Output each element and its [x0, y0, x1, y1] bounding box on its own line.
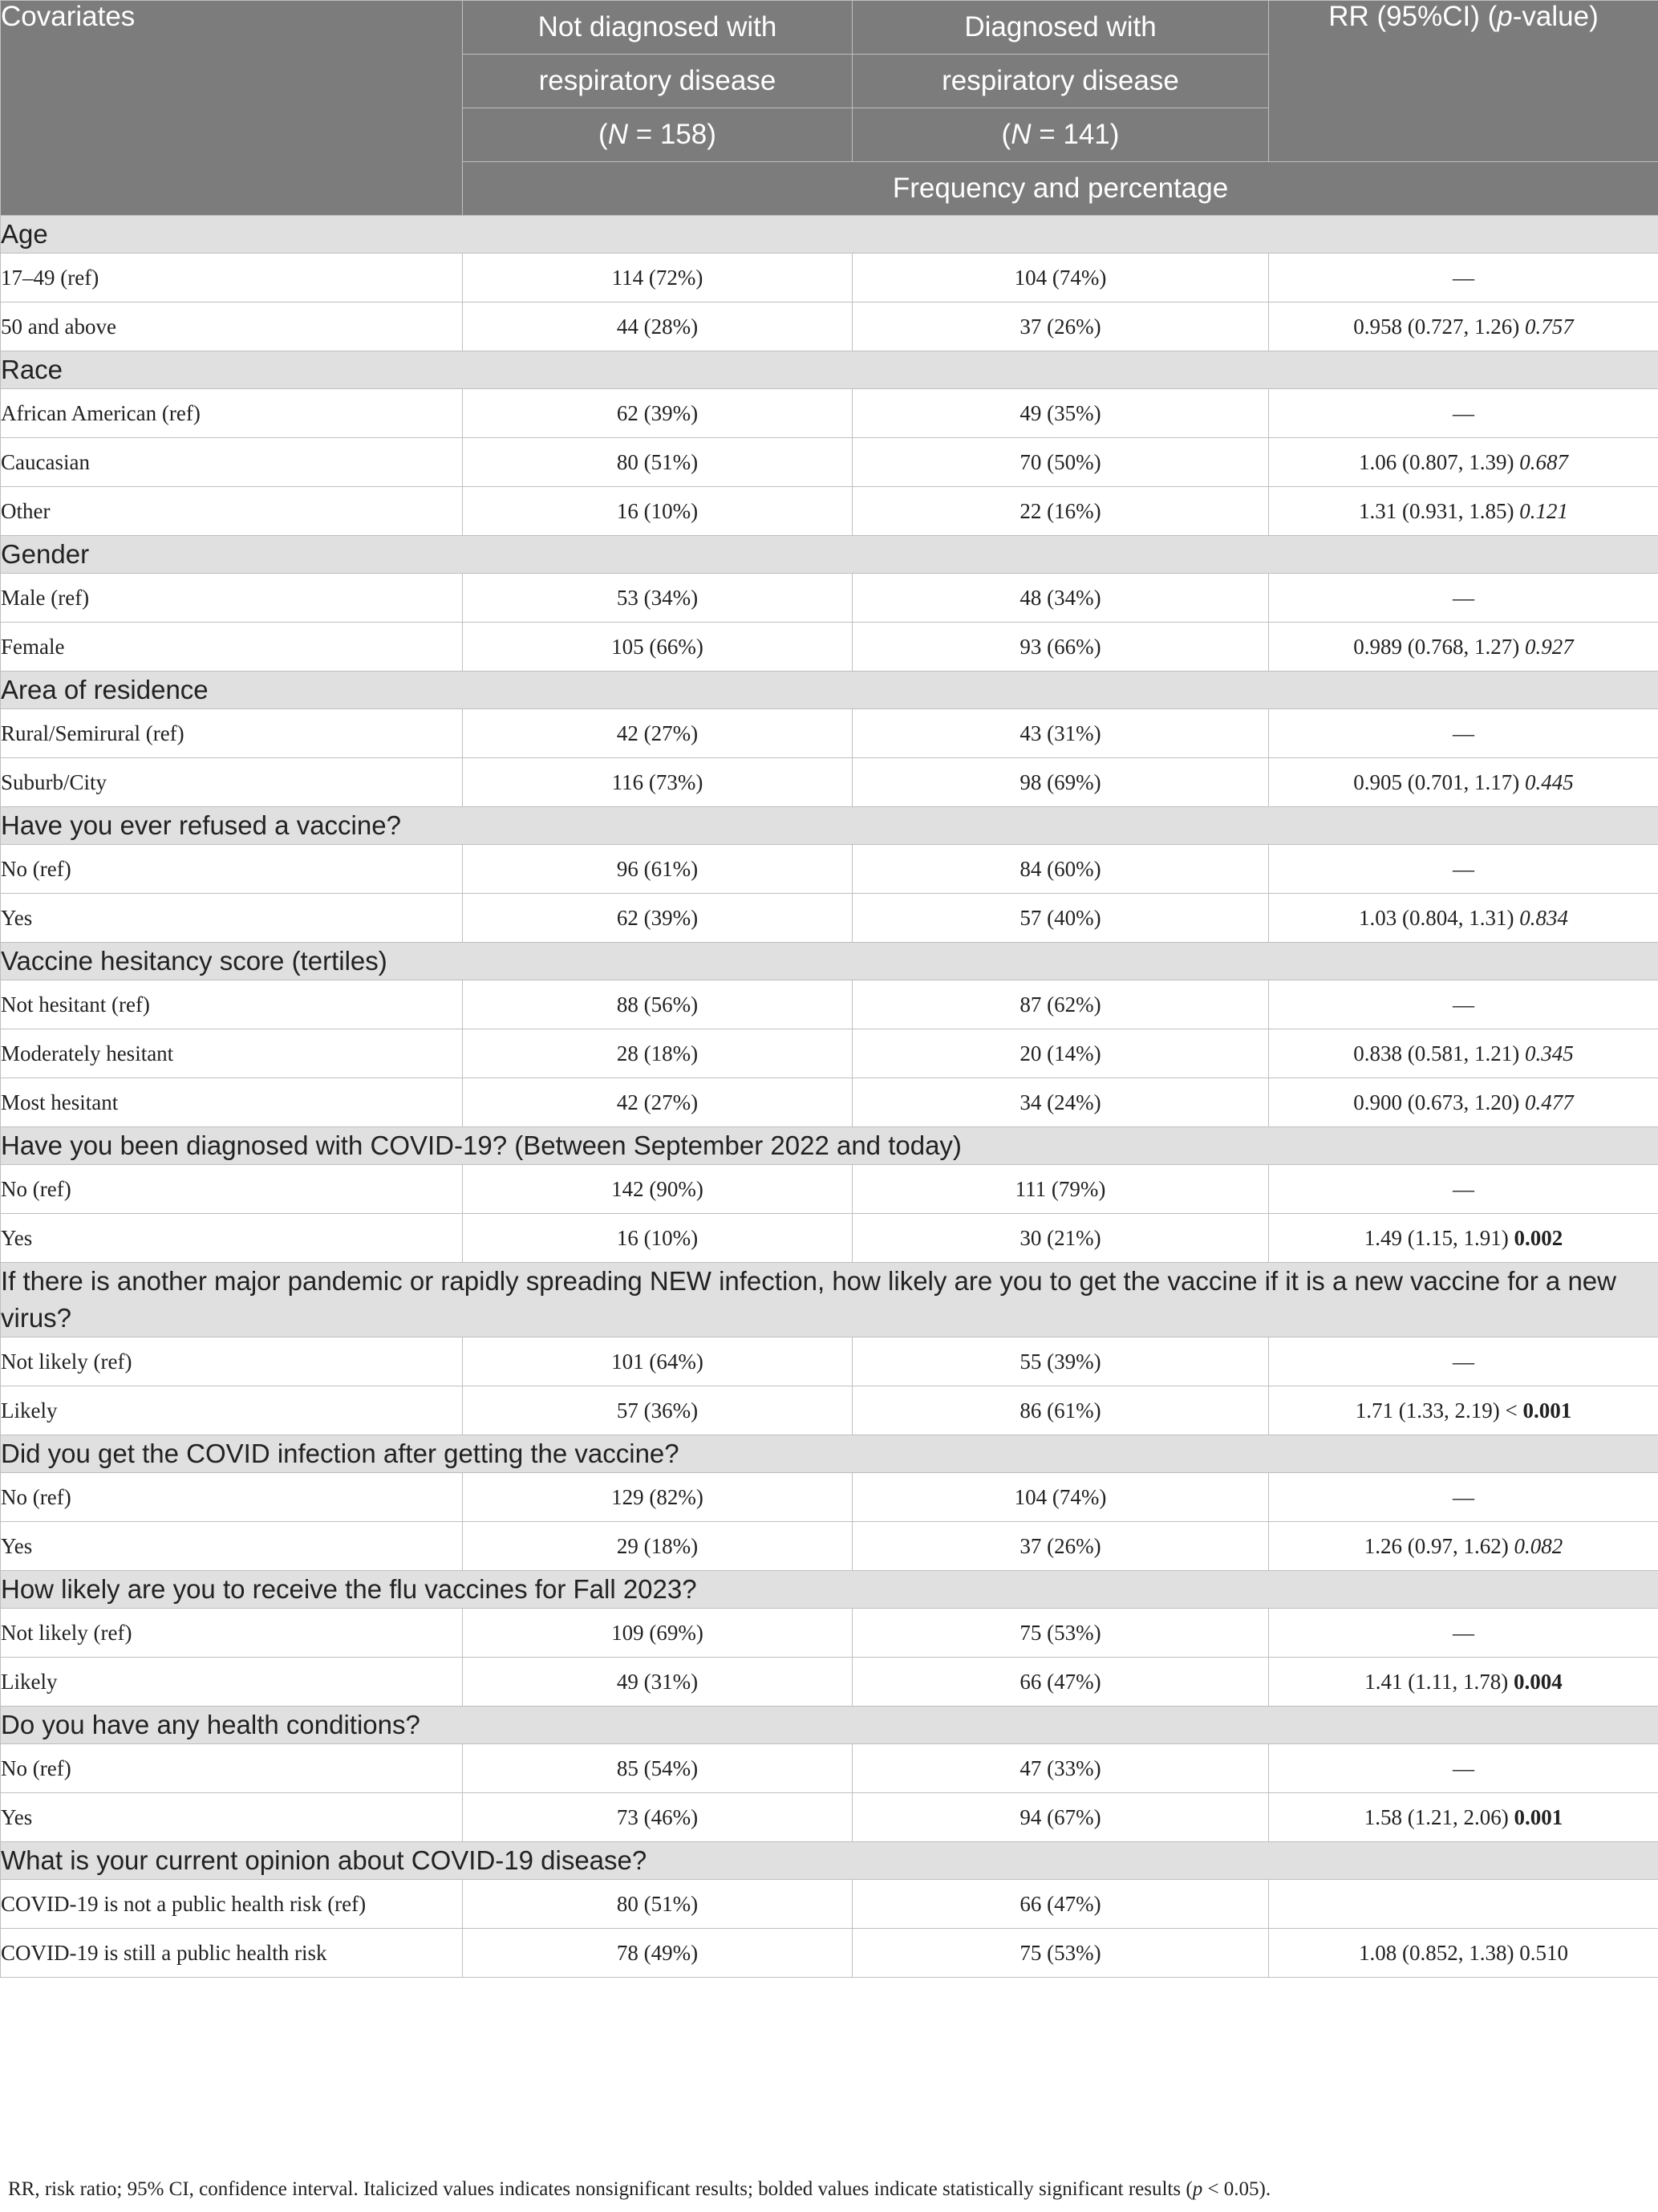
- table-row: [1, 709, 1658, 758]
- row-label: No (ref): [1, 845, 463, 894]
- row-label: Moderately hesitant: [1, 1029, 463, 1078]
- table-row: [1, 1522, 1658, 1571]
- rr-ci: 1.06 (0.807, 1.39): [1359, 449, 1520, 474]
- diagnosed-value: 94 (67%): [853, 1793, 1269, 1842]
- rr-ci: 1.08 (0.852, 1.38): [1359, 1940, 1520, 1965]
- p-value: 0.510: [1519, 1940, 1568, 1965]
- section-title: Vaccine hesitancy score (tertiles): [1, 943, 1658, 980]
- table-row: [1, 758, 1658, 807]
- diagnosed-value: 84 (60%): [853, 845, 1269, 894]
- row-label: 50 and above: [1, 302, 463, 351]
- rr-cell: [1269, 438, 1658, 487]
- rr-ci: —: [1453, 992, 1474, 1017]
- row-label: Not hesitant (ref): [1, 980, 463, 1029]
- rr-cell: [1269, 1744, 1658, 1793]
- rr-cell: [1269, 894, 1658, 943]
- rr-ci: 0.900 (0.673, 1.20): [1353, 1090, 1525, 1114]
- section-title: Did you get the COVID infection after getting the vaccine?: [1, 1435, 1658, 1473]
- section-row: [1, 672, 1658, 709]
- rr-ci: 0.838 (0.581, 1.21): [1353, 1041, 1525, 1065]
- not-diagnosed-value: 78 (49%): [463, 1929, 853, 1978]
- header-group2-line2: respiratory disease: [853, 55, 1269, 108]
- diagnosed-value: 66 (47%): [853, 1658, 1269, 1707]
- p-value: 0.345: [1524, 1041, 1574, 1065]
- not-diagnosed-value: 73 (46%): [463, 1793, 853, 1842]
- not-diagnosed-value: 53 (34%): [463, 574, 853, 623]
- rr-ci: —: [1453, 400, 1474, 425]
- rr-cell: [1269, 1609, 1658, 1658]
- rr-cell: [1269, 574, 1658, 623]
- not-diagnosed-value: 57 (36%): [463, 1386, 853, 1435]
- rr-ci: —: [1453, 720, 1474, 745]
- rr-cell: [1269, 1793, 1658, 1842]
- section-row: [1, 1842, 1658, 1880]
- diagnosed-value: 70 (50%): [853, 438, 1269, 487]
- not-diagnosed-value: 29 (18%): [463, 1522, 853, 1571]
- table-row: [1, 1793, 1658, 1842]
- table-row: [1, 845, 1658, 894]
- table-row: [1, 1658, 1658, 1707]
- diagnosed-value: 75 (53%): [853, 1929, 1269, 1978]
- p-value: 0.001: [1522, 1398, 1572, 1423]
- rr-cell: [1269, 1214, 1658, 1263]
- rr-ci: 1.41 (1.11, 1.78): [1364, 1669, 1514, 1694]
- rr-cell: [1269, 254, 1658, 302]
- not-diagnosed-value: 62 (39%): [463, 389, 853, 438]
- not-diagnosed-value: 129 (82%): [463, 1473, 853, 1522]
- not-diagnosed-value: 80 (51%): [463, 438, 853, 487]
- table-row: [1, 438, 1658, 487]
- rr-cell: [1269, 389, 1658, 438]
- diagnosed-value: 43 (31%): [853, 709, 1269, 758]
- rr-cell: [1269, 1522, 1658, 1571]
- rr-ci: —: [1453, 585, 1474, 610]
- p-value: 0.004: [1513, 1669, 1563, 1694]
- header-group2-n: (N = 141): [853, 108, 1269, 162]
- row-label: Male (ref): [1, 574, 463, 623]
- rr-cell: [1269, 1078, 1658, 1127]
- section-title: Have you ever refused a vaccine?: [1, 807, 1658, 845]
- rr-ci: 1.03 (0.804, 1.31): [1359, 905, 1520, 930]
- rr-ci: —: [1453, 1349, 1474, 1374]
- header-group1-line2: respiratory disease: [463, 55, 853, 108]
- not-diagnosed-value: 80 (51%): [463, 1880, 853, 1929]
- row-label: Caucasian: [1, 438, 463, 487]
- rr-ci: —: [1453, 1755, 1474, 1780]
- row-label: Most hesitant: [1, 1078, 463, 1127]
- diagnosed-value: 111 (79%): [853, 1165, 1269, 1214]
- diagnosed-value: 20 (14%): [853, 1029, 1269, 1078]
- not-diagnosed-value: 116 (73%): [463, 758, 853, 807]
- not-diagnosed-value: 49 (31%): [463, 1658, 853, 1707]
- table-body: [1, 216, 1658, 1978]
- not-diagnosed-value: 101 (64%): [463, 1337, 853, 1386]
- not-diagnosed-value: 142 (90%): [463, 1165, 853, 1214]
- section-row: [1, 216, 1658, 254]
- p-value: 0.687: [1519, 449, 1568, 474]
- diagnosed-value: 22 (16%): [853, 487, 1269, 536]
- p-value: 0.445: [1524, 769, 1574, 794]
- rr-ci: 1.71 (1.33, 2.19) <: [1355, 1398, 1523, 1423]
- p-value: 0.121: [1519, 498, 1568, 523]
- row-label: Female: [1, 623, 463, 672]
- diagnosed-value: 87 (62%): [853, 980, 1269, 1029]
- rr-cell: [1269, 1929, 1658, 1978]
- not-diagnosed-value: 109 (69%): [463, 1609, 853, 1658]
- table-row: [1, 389, 1658, 438]
- table-row: [1, 1609, 1658, 1658]
- rr-cell: [1269, 758, 1658, 807]
- row-label: No (ref): [1, 1473, 463, 1522]
- table-row: [1, 302, 1658, 351]
- table-row: [1, 1473, 1658, 1522]
- rr-ci: 1.26 (0.97, 1.62): [1364, 1533, 1514, 1558]
- rr-ci: 0.958 (0.727, 1.26): [1353, 314, 1525, 339]
- row-label: Yes: [1, 894, 463, 943]
- p-value: 0.001: [1514, 1804, 1563, 1829]
- p-value: 0.757: [1524, 314, 1574, 339]
- diagnosed-value: 55 (39%): [853, 1337, 1269, 1386]
- diagnosed-value: 37 (26%): [853, 1522, 1269, 1571]
- table-header: [1, 1, 1658, 216]
- section-row: [1, 807, 1658, 845]
- row-label: African American (ref): [1, 389, 463, 438]
- section-row: [1, 351, 1658, 389]
- rr-ci: —: [1453, 265, 1474, 290]
- rr-ci: 0.989 (0.768, 1.27): [1353, 634, 1525, 659]
- section-row: [1, 1127, 1658, 1165]
- row-label: Other: [1, 487, 463, 536]
- rr-cell: [1269, 980, 1658, 1029]
- rr-cell: [1269, 1337, 1658, 1386]
- section-title: Area of residence: [1, 672, 1658, 709]
- table-row: [1, 487, 1658, 536]
- section-title: Do you have any health conditions?: [1, 1707, 1658, 1744]
- not-diagnosed-value: 96 (61%): [463, 845, 853, 894]
- rr-ci: —: [1453, 1620, 1474, 1645]
- rr-ci: —: [1453, 856, 1474, 881]
- row-label: Not likely (ref): [1, 1337, 463, 1386]
- header-frequency: Frequency and percentage: [463, 162, 1658, 216]
- diagnosed-value: 47 (33%): [853, 1744, 1269, 1793]
- not-diagnosed-value: 85 (54%): [463, 1744, 853, 1793]
- section-title: What is your current opinion about COVID-19 disease?: [1, 1842, 1658, 1880]
- section-row: [1, 943, 1658, 980]
- table-row: [1, 1165, 1658, 1214]
- rr-ci: —: [1453, 1484, 1474, 1509]
- rr-cell: [1269, 709, 1658, 758]
- rr-ci: —: [1453, 1176, 1474, 1201]
- table-row: [1, 1029, 1658, 1078]
- rr-ci: 0.905 (0.701, 1.17): [1353, 769, 1525, 794]
- p-value: 0.002: [1514, 1225, 1563, 1250]
- p-value: 0.834: [1519, 905, 1568, 930]
- diagnosed-value: 98 (69%): [853, 758, 1269, 807]
- p-value: 0.082: [1514, 1533, 1563, 1558]
- section-row: [1, 1263, 1658, 1337]
- row-label: Not likely (ref): [1, 1609, 463, 1658]
- rr-cell: [1269, 845, 1658, 894]
- diagnosed-value: 34 (24%): [853, 1078, 1269, 1127]
- row-label: Likely: [1, 1386, 463, 1435]
- diagnosed-value: 86 (61%): [853, 1386, 1269, 1435]
- section-row: [1, 1435, 1658, 1473]
- row-label: Yes: [1, 1793, 463, 1842]
- not-diagnosed-value: 105 (66%): [463, 623, 853, 672]
- table-row: [1, 1386, 1658, 1435]
- row-label: Rural/Semirural (ref): [1, 709, 463, 758]
- row-label: No (ref): [1, 1744, 463, 1793]
- diagnosed-value: 104 (74%): [853, 1473, 1269, 1522]
- section-title: Gender: [1, 536, 1658, 574]
- table-row: [1, 574, 1658, 623]
- not-diagnosed-value: 42 (27%): [463, 709, 853, 758]
- table-row: [1, 1337, 1658, 1386]
- rr-cell: [1269, 1386, 1658, 1435]
- footnote: RR, risk ratio; 95% CI, confidence interval. Italicized values indicates nonsignificant results; bolded values indicate statistically significant results (p < 0.05).: [8, 2178, 1271, 2200]
- diagnosed-value: 37 (26%): [853, 302, 1269, 351]
- row-label: Likely: [1, 1658, 463, 1707]
- diagnosed-value: 75 (53%): [853, 1609, 1269, 1658]
- row-label: COVID-19 is not a public health risk (ref): [1, 1880, 463, 1929]
- not-diagnosed-value: 44 (28%): [463, 302, 853, 351]
- diagnosed-value: 93 (66%): [853, 623, 1269, 672]
- row-label: Yes: [1, 1522, 463, 1571]
- not-diagnosed-value: 28 (18%): [463, 1029, 853, 1078]
- table-row: [1, 980, 1658, 1029]
- rr-cell: [1269, 1658, 1658, 1707]
- table-row: [1, 1880, 1658, 1929]
- diagnosed-value: 30 (21%): [853, 1214, 1269, 1263]
- p-value: 0.477: [1524, 1090, 1574, 1114]
- not-diagnosed-value: 62 (39%): [463, 894, 853, 943]
- section-title: Have you been diagnosed with COVID-19? (Between September 2022 and today): [1, 1127, 1658, 1165]
- section-title: Age: [1, 216, 1658, 254]
- not-diagnosed-value: 42 (27%): [463, 1078, 853, 1127]
- rr-ci: 1.49 (1.15, 1.91): [1364, 1225, 1514, 1250]
- section-row: [1, 1571, 1658, 1609]
- header-group2-line1: Diagnosed with: [853, 1, 1269, 55]
- section-row: [1, 1707, 1658, 1744]
- p-value: 0.927: [1524, 634, 1574, 659]
- not-diagnosed-value: 16 (10%): [463, 1214, 853, 1263]
- table-row: [1, 894, 1658, 943]
- section-title: If there is another major pandemic or rapidly spreading NEW infection, how likely are you to get the vaccine if it is a new vaccine for a new virus?: [1, 1263, 1658, 1337]
- table-row: [1, 254, 1658, 302]
- row-label: Suburb/City: [1, 758, 463, 807]
- row-label: 17–49 (ref): [1, 254, 463, 302]
- rr-cell: [1269, 487, 1658, 536]
- section-title: How likely are you to receive the flu vaccines for Fall 2023?: [1, 1571, 1658, 1609]
- rr-cell: [1269, 1165, 1658, 1214]
- table-row: [1, 1078, 1658, 1127]
- header-group1-line1: Not diagnosed with: [463, 1, 853, 55]
- rr-ci: 1.31 (0.931, 1.85): [1359, 498, 1520, 523]
- row-label: Yes: [1, 1214, 463, 1263]
- row-label: No (ref): [1, 1165, 463, 1214]
- table-row: [1, 1929, 1658, 1978]
- diagnosed-value: 57 (40%): [853, 894, 1269, 943]
- rr-cell: [1269, 1029, 1658, 1078]
- header-group1-n: (N = 158): [463, 108, 853, 162]
- rr-ci: 1.58 (1.21, 2.06): [1364, 1804, 1514, 1829]
- row-label: COVID-19 is still a public health risk: [1, 1929, 463, 1978]
- table-row: [1, 623, 1658, 672]
- rr-cell: [1269, 623, 1658, 672]
- not-diagnosed-value: 88 (56%): [463, 980, 853, 1029]
- table-row: [1, 1214, 1658, 1263]
- rr-cell: [1269, 1473, 1658, 1522]
- section-title: Race: [1, 351, 1658, 389]
- header-rr: RR (95%CI) (p-value): [1269, 1, 1658, 162]
- table-row: [1, 1744, 1658, 1793]
- rr-cell: [1269, 1880, 1658, 1929]
- diagnosed-value: 104 (74%): [853, 254, 1269, 302]
- not-diagnosed-value: 114 (72%): [463, 254, 853, 302]
- section-row: [1, 536, 1658, 574]
- diagnosed-value: 48 (34%): [853, 574, 1269, 623]
- rr-cell: [1269, 302, 1658, 351]
- diagnosed-value: 49 (35%): [853, 389, 1269, 438]
- not-diagnosed-value: 16 (10%): [463, 487, 853, 536]
- header-covariates: Covariates: [1, 1, 463, 216]
- diagnosed-value: 66 (47%): [853, 1880, 1269, 1929]
